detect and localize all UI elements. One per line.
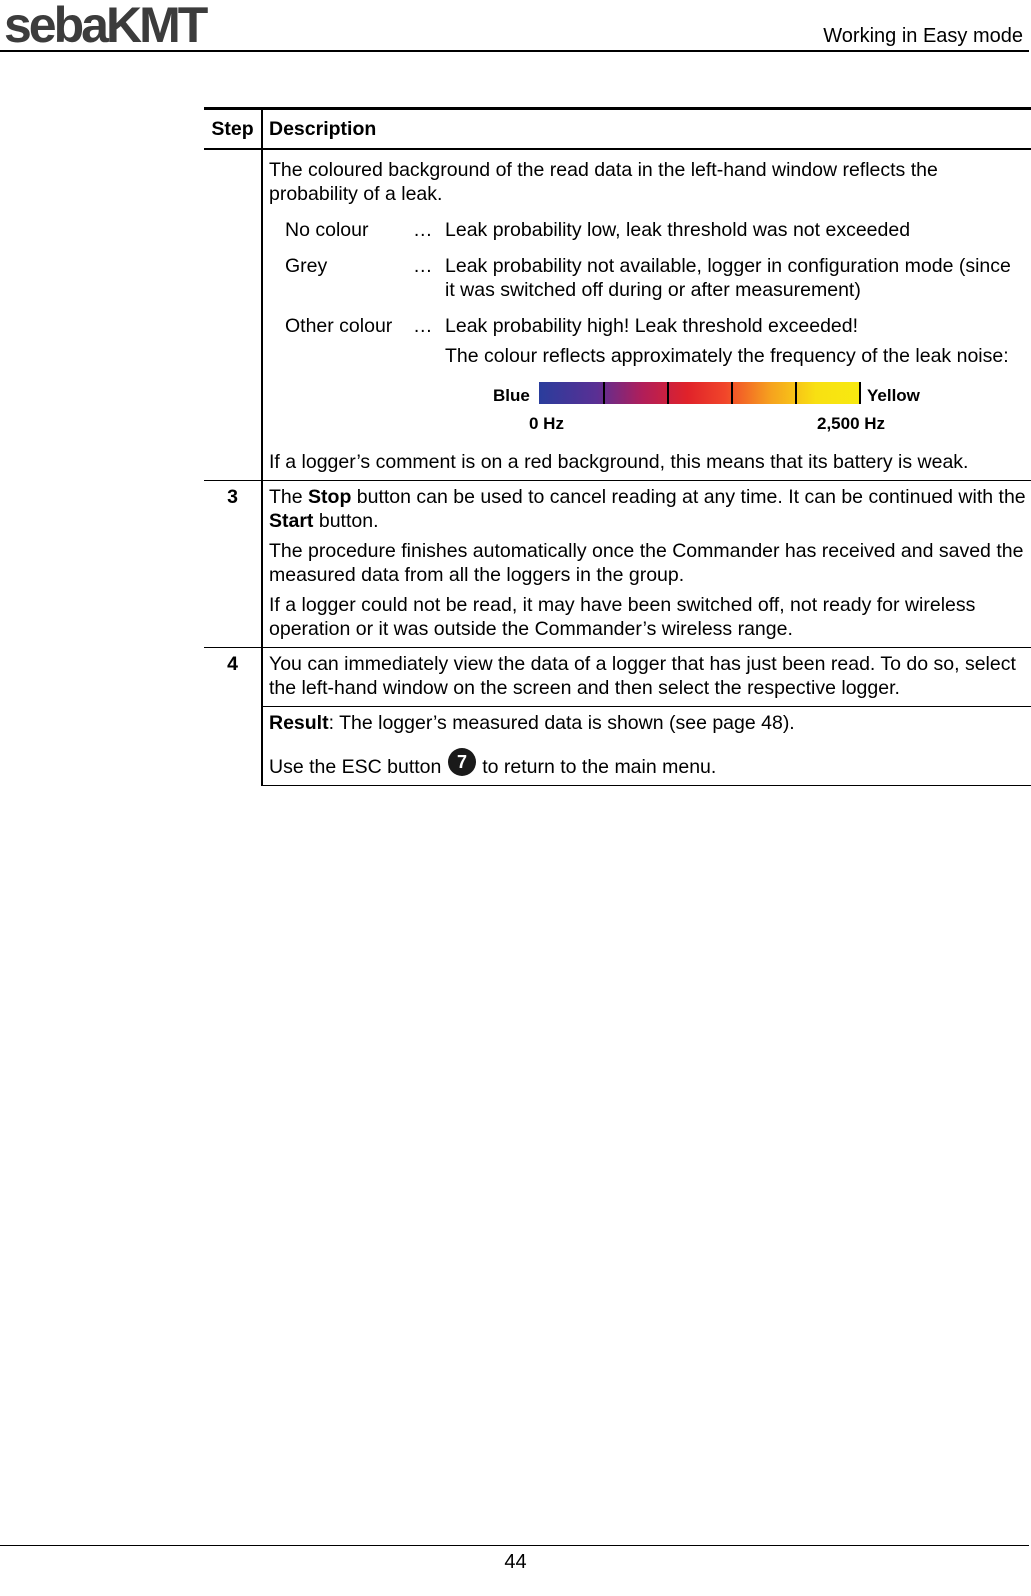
table-row-continued: [204, 149, 1031, 481]
scale-label-max: 2,500 Hz: [817, 414, 886, 433]
scale-tick: [731, 382, 733, 404]
stop-keyword: Stop: [308, 486, 352, 508]
legend-separator: …: [413, 255, 433, 277]
frequency-colour-scale: [493, 382, 943, 442]
legend-separator: …: [413, 315, 433, 337]
start-keyword: Start: [269, 510, 314, 532]
legend-name: Other colour: [285, 315, 393, 337]
result-label: Result: [269, 712, 329, 734]
scale-tick: [859, 382, 861, 404]
colour-frequency-note: The colour reflects approximately the frequency of the leak noise:: [445, 345, 1009, 367]
scale-tick: [603, 382, 605, 404]
leak-colour-intro: The coloured background of the read data in the left-hand window reflects the probability of a leak.: [269, 159, 938, 205]
header-divider: [0, 50, 1029, 52]
scale-tick: [795, 382, 797, 404]
step-number-empty: [204, 149, 262, 481]
esc-key-7-icon: [447, 747, 477, 777]
stop-start-paragraph: The Stop button can be used to cancel reading at any time. It can be continued with the Start button.: [269, 486, 1026, 532]
legend-text: Leak probability high! Leak threshold exceeded!: [445, 315, 859, 337]
page-header: [0, 0, 1031, 52]
table-row-step-4-result: [204, 707, 1031, 786]
scale-tick: [667, 382, 669, 404]
svg-text:7: 7: [456, 752, 467, 772]
step-number: 3: [204, 481, 262, 648]
colour-gradient-bar: [539, 382, 861, 404]
leak-colour-legend: [269, 206, 1027, 450]
step-number: 4: [204, 648, 262, 786]
unread-logger-paragraph: If a logger could not be read, it may have been switched off, not ready for wireless operation or it was outside the Commander’s wireless range.: [269, 594, 976, 640]
sebakmt-logo: [4, 2, 226, 46]
table-row-step-4: [204, 648, 1031, 707]
battery-note: If a logger’s comment is on a red background, this means that its battery is weak.: [269, 451, 969, 473]
view-data-paragraph: You can immediately view the data of a logger that has just been read. To do so, select the left-hand window on the screen and then select the respective logger.: [262, 648, 1031, 707]
procedure-paragraph: The procedure finishes automatically once the Commander has received and saved the measured data from all the loggers in the group.: [269, 540, 1024, 586]
footer-divider: [0, 1545, 1029, 1546]
scale-label-blue: Blue: [493, 386, 530, 405]
legend-name: No colour: [285, 219, 369, 241]
column-header-step: Step: [204, 109, 262, 150]
scale-label-yellow: Yellow: [867, 386, 920, 405]
result-paragraph: Result: The logger’s measured data is shown (see page 48).: [269, 712, 795, 734]
legend-name: Grey: [285, 255, 328, 277]
section-title: Working in Easy mode: [823, 25, 1023, 47]
svg-text:sebaKMT: sebaKMT: [4, 2, 206, 46]
scale-label-min: 0 Hz: [529, 414, 564, 433]
esc-paragraph: Use the ESC button 7 to return to the main menu.: [269, 747, 1027, 779]
steps-table: [204, 107, 1031, 786]
column-header-description: Description: [262, 109, 1031, 150]
table-row-step-3: [204, 481, 1031, 648]
page-number: 44: [504, 1551, 527, 1573]
legend-text: Leak probability not available, logger in configuration mode (since it was switched off during or after measurement): [445, 255, 1011, 301]
legend-text: Leak probability low, leak threshold was not exceeded: [445, 219, 911, 241]
legend-separator: …: [413, 219, 433, 241]
